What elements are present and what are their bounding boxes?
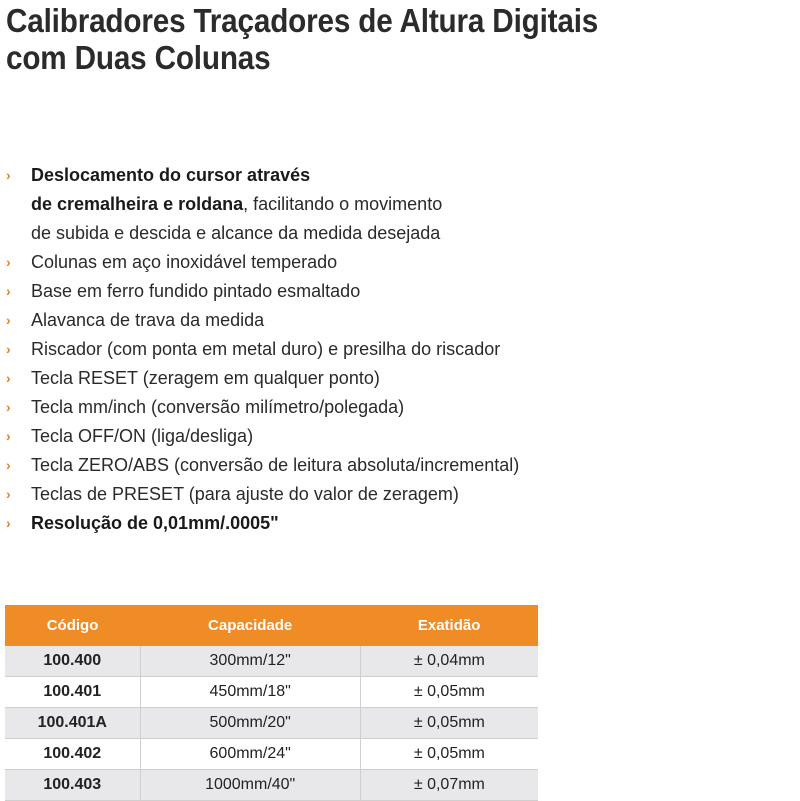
- bullet-chevron-icon: ›: [6, 486, 11, 502]
- page-title: [6, 2, 721, 76]
- feature-text-bold: Resolução de 0,01mm/.0005": [31, 513, 279, 533]
- bullet-chevron-icon: ›: [6, 370, 11, 386]
- feature-text: Teclas de PRESET (para ajuste do valor de zeragem): [31, 484, 459, 504]
- cell-codigo: 100.400: [5, 646, 140, 677]
- cell-capacidade: 1000mm/40": [140, 770, 360, 801]
- header-capacidade: Capacidade: [140, 605, 360, 646]
- feature-text: Base em ferro fundido pintado esmaltado: [31, 281, 361, 301]
- header-codigo: Código: [5, 605, 140, 646]
- feature-text: Colunas em aço inoxidável temperado: [31, 252, 338, 272]
- cell-codigo: 100.401A: [5, 708, 140, 739]
- feature-item: [6, 393, 786, 422]
- feature-item: [6, 335, 786, 364]
- feature-text: Riscador (com ponta em metal duro) e presilha do riscador: [31, 339, 501, 359]
- table-row: [5, 677, 538, 708]
- cell-exatidao: ± 0,04mm: [360, 646, 538, 677]
- cell-exatidao: ± 0,05mm: [360, 739, 538, 770]
- feature-item: [6, 364, 786, 393]
- bullet-chevron-icon: ›: [6, 312, 11, 328]
- cell-capacidade: 600mm/24": [140, 739, 360, 770]
- feature-text: Tecla mm/inch (conversão milímetro/polegada): [31, 397, 405, 417]
- table-row: [5, 739, 538, 770]
- table-header-row: [5, 605, 538, 646]
- bullet-chevron-icon: ›: [6, 341, 11, 357]
- cell-codigo: 100.402: [5, 739, 140, 770]
- feature-text: Tecla RESET (zeragem em qualquer ponto): [31, 368, 380, 388]
- header-exatidao: Exatidão: [360, 605, 538, 646]
- bullet-chevron-icon: ›: [6, 167, 11, 183]
- table-row: [5, 708, 538, 739]
- feature-text-bold: de cremalheira e roldana: [31, 194, 244, 214]
- feature-text: , facilitando o movimento: [243, 194, 443, 214]
- bullet-chevron-icon: ›: [6, 428, 11, 444]
- feature-list: [6, 161, 786, 538]
- page-title-line1: Calibradores Traçadores de Altura Digitais: [6, 2, 599, 39]
- feature-item: [6, 422, 786, 451]
- bullet-chevron-icon: ›: [6, 254, 11, 270]
- feature-item: [6, 480, 786, 509]
- bullet-chevron-icon: ›: [6, 515, 11, 531]
- feature-item: [6, 161, 786, 248]
- cell-codigo: 100.403: [5, 770, 140, 801]
- bullet-chevron-icon: ›: [6, 283, 11, 299]
- cell-exatidao: ± 0,05mm: [360, 708, 538, 739]
- cell-capacidade: 500mm/20": [140, 708, 360, 739]
- feature-item: [6, 451, 786, 480]
- feature-item: [6, 509, 786, 538]
- feature-item: [6, 306, 786, 335]
- table-row: [5, 646, 538, 677]
- table-row: [5, 770, 538, 801]
- page-title-line2: com Duas Colunas: [6, 39, 271, 76]
- cell-codigo: 100.401: [5, 677, 140, 708]
- feature-text: de subida e descida e alcance da medida desejada: [31, 223, 441, 243]
- spec-table: [5, 605, 538, 801]
- feature-text: Tecla ZERO/ABS (conversão de leitura absoluta/incremental): [31, 455, 520, 475]
- feature-item: [6, 248, 786, 277]
- feature-text: Tecla OFF/ON (liga/desliga): [31, 426, 254, 446]
- cell-capacidade: 300mm/12": [140, 646, 360, 677]
- feature-text: Alavanca de trava da medida: [31, 310, 265, 330]
- feature-item: [6, 277, 786, 306]
- bullet-chevron-icon: ›: [6, 399, 11, 415]
- cell-exatidao: ± 0,07mm: [360, 770, 538, 801]
- cell-capacidade: 450mm/18": [140, 677, 360, 708]
- bullet-chevron-icon: ›: [6, 457, 11, 473]
- feature-text-bold: Deslocamento do cursor através: [31, 165, 311, 185]
- cell-exatidao: ± 0,05mm: [360, 677, 538, 708]
